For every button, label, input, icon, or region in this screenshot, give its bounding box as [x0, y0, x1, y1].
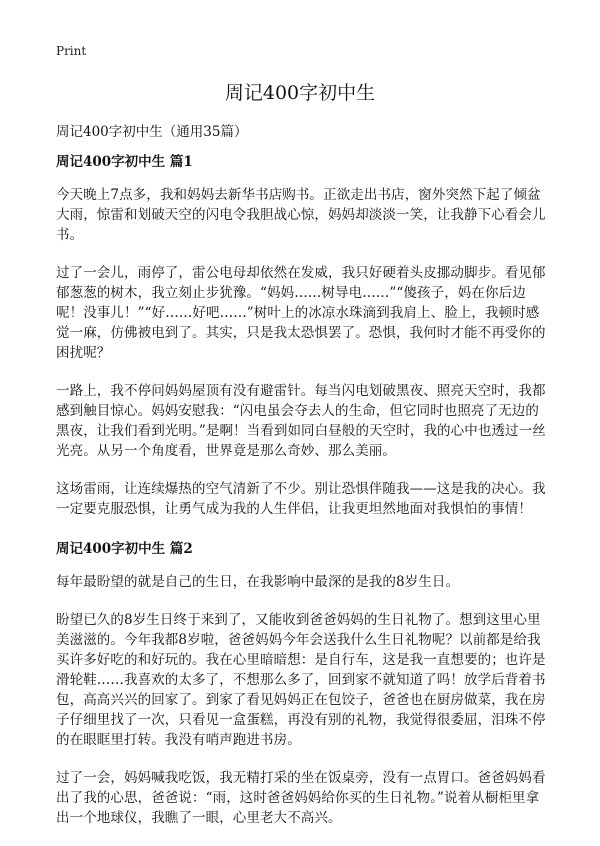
article-body — [56, 150, 548, 846]
paragraph: 这场雷雨，让连续爆热的空气清新了不少。别让恐惧伴随我——这是我的决心。我一定要克服恐惧，让勇气成为我的人生伴侣，让我更坦然地面对我惧怕的事情！ — [56, 481, 546, 517]
page-title: 周记400字初中生 — [224, 82, 376, 104]
paragraph: 盼望已久的8岁生日终于来到了，又能收到爸爸妈妈的生日礼物了。想到这里心里美滋滋的。今年我都8岁啦，爸爸妈妈今年会送我什么生日礼物呢？以前都是给我买许多好吃的和好玩的。我在心里暗暗想：是自行车，这是我一直想要的；也许是滑轮鞋……我喜欢的太多了，不想那么多了，回到家不就知道了吗！放学后背着书包，高高兴兴的回家了。到家了看见妈妈正在包饺子，爸爸也在厨房做菜，我在房子仔细里找了一次，只看见一盒蛋糕，再没有别的礼物，我觉得很委屈，泪珠不停的在眼眶里打转。我没有哨声跑进书房。 — [56, 612, 546, 748]
article-section-1 — [56, 150, 548, 519]
section-heading: 周记400字初中生 篇2 — [56, 541, 193, 557]
paragraph: 过了一会儿，雨停了，雷公电母却依然在发威，我只好硬着头皮挪动脚步。看见郁郁葱葱的树木，我立刻止步犹豫。“妈妈……树导电……”“傻孩子，妈在你后边呢！没事儿！”“好……好吧……”树叶上的冰凉水珠滴到我肩上、脸上，我顿时感觉一麻，仿佛被电到了。其实，只是我太恐惧罢了。恐惧，我何时才能不再受你的困扰呢？ — [56, 265, 546, 361]
page-subtitle: 周记400字初中生（通用35篇） — [56, 124, 248, 140]
paragraph: 过了一会，妈妈喊我吃饭，我无精打采的坐在饭桌旁，没有一点胃口。爸爸妈妈看出了我的心思，爸爸说：“雨，这时爸爸妈妈给你买的生日礼物。”说着从橱柜里拿出一个地球仪，我瞧了一眼，心里老大不高兴。 — [56, 770, 546, 826]
paragraph: 一路上，我不停问妈妈屋顶有没有避雷针。每当闪电划破黑夜、照亮天空时，我都感到触目惊心。妈妈安慰我：“闪电虽会夺去人的生命，但它同时也照亮了无边的黑夜，让我们看到光明。”是啊！当看到如同白昼般的天空时，我的心中也透过一丝光亮。从另一个角度看，世界竟是那么奇妙、那么美丽。 — [56, 383, 546, 459]
article-section-2 — [56, 537, 548, 828]
print-label[interactable]: Print — [56, 44, 87, 58]
section-heading: 周记400字初中生 篇1 — [56, 154, 193, 170]
paragraph: 每年最盼望的就是自己的生日，在我影响中最深的是我的8岁生日。 — [56, 574, 460, 590]
paragraph: 今天晚上7点多，我和妈妈去新华书店购书。正欲走出书店，窗外突然下起了倾盆大雨，惊雷和划破天空的闪电令我胆战心惊，妈妈却淡淡一笑，让我静下心看会儿书。 — [56, 187, 546, 243]
